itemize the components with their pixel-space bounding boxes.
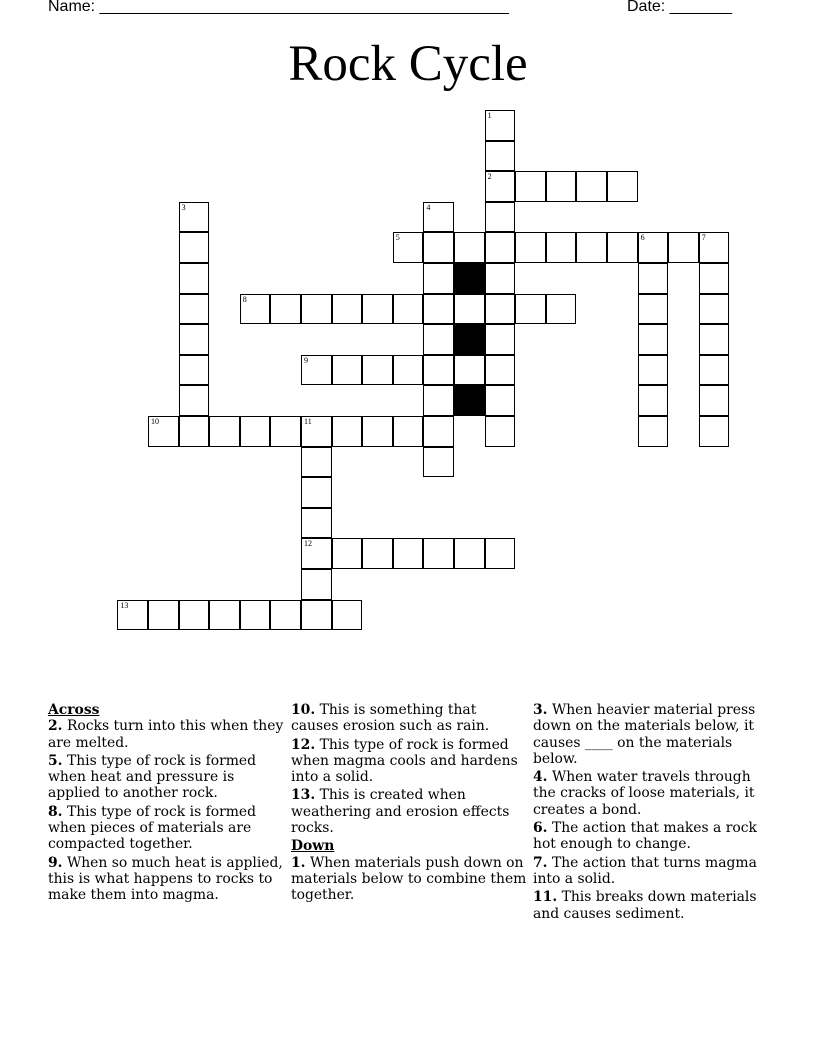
grid-cell[interactable] xyxy=(485,110,516,141)
grid-cell[interactable] xyxy=(485,232,516,263)
grid-cell[interactable] xyxy=(485,171,516,202)
grid-cell[interactable] xyxy=(454,232,485,263)
grid-cell[interactable] xyxy=(454,538,485,569)
grid-cell[interactable] xyxy=(117,600,148,631)
clue-across-12: 12. This type of rock is formed when magma cools and hardens into a solid. xyxy=(291,736,518,786)
grid-cell[interactable] xyxy=(485,202,516,233)
grid-cell[interactable] xyxy=(576,232,607,263)
grid-cell[interactable] xyxy=(179,385,210,416)
grid-cell[interactable] xyxy=(485,538,516,569)
grid-cell[interactable] xyxy=(179,416,210,447)
clue-number: 9 xyxy=(304,355,308,365)
grid-cell[interactable] xyxy=(515,294,546,325)
grid-cell[interactable] xyxy=(638,355,669,386)
grid-cell[interactable] xyxy=(332,294,363,325)
grid-cell[interactable] xyxy=(362,355,393,386)
name-field[interactable]: Name: ______________________________________________ xyxy=(48,0,509,15)
grid-cell[interactable] xyxy=(576,171,607,202)
clue-number: 10 xyxy=(151,417,159,426)
grid-cell[interactable] xyxy=(179,600,210,631)
grid-cell[interactable] xyxy=(638,324,669,355)
grid-cell[interactable] xyxy=(179,232,210,263)
clue-across-10: 10. This is something that causes erosion such as rain. xyxy=(291,702,490,735)
clue-down-6: 6. The action that makes a rock hot enough to change. xyxy=(533,820,757,853)
grid-cell[interactable] xyxy=(332,416,363,447)
grid-cell[interactable] xyxy=(301,569,332,600)
grid-cell[interactable] xyxy=(148,600,179,631)
grid-cell[interactable] xyxy=(638,416,669,447)
clue-number: 2 xyxy=(487,172,492,182)
clue-number: 4 xyxy=(426,202,431,212)
grid-cell[interactable] xyxy=(270,416,301,447)
clue-down-7: 7. The action that turns magma into a solid. xyxy=(533,854,757,887)
clue-number: 5 xyxy=(395,233,400,243)
black-cell xyxy=(454,324,485,355)
clue-number: 1 xyxy=(487,111,492,120)
down-heading: Down xyxy=(291,838,335,855)
grid-cell[interactable] xyxy=(393,538,424,569)
grid-cell[interactable] xyxy=(301,355,332,386)
grid-cell[interactable] xyxy=(270,600,301,631)
grid-cell[interactable] xyxy=(638,294,669,325)
date-field[interactable]: Date: _______ xyxy=(627,0,732,15)
grid-cell[interactable] xyxy=(179,294,210,325)
clue-down-4: 4. When water travels through the cracks of loose materials, it creates a bond. xyxy=(533,769,755,818)
clue-across-13: 13. This is created when weathering and erosion effects rocks. xyxy=(291,787,510,837)
grid-cell[interactable] xyxy=(179,202,210,233)
grid-cell[interactable] xyxy=(485,141,516,172)
grid-cell[interactable] xyxy=(485,355,516,386)
black-cell xyxy=(454,385,485,416)
clue-across-9: 9. When so much heat is applied, this is what happens to rocks to make them into magma. xyxy=(48,854,283,904)
grid-cell[interactable] xyxy=(699,355,730,386)
grid-cell[interactable] xyxy=(362,294,393,325)
grid-cell[interactable] xyxy=(485,324,516,355)
grid-cell[interactable] xyxy=(423,447,454,478)
grid-cell[interactable] xyxy=(638,232,669,263)
grid-cell[interactable] xyxy=(699,385,730,416)
grid-cell[interactable] xyxy=(362,416,393,447)
grid-cell[interactable] xyxy=(423,385,454,416)
clue-across-5: 5. This type of rock is formed when heat and pressure is applied to another rock. xyxy=(48,752,257,802)
grid-cell[interactable] xyxy=(332,538,363,569)
grid-cell[interactable] xyxy=(240,294,271,325)
clue-number: 12 xyxy=(304,539,312,549)
clue-number: 11 xyxy=(304,417,312,426)
grid-cell[interactable] xyxy=(179,324,210,355)
clue-column-1 xyxy=(48,702,284,906)
page-title: Rock Cycle xyxy=(288,36,528,92)
grid-cell[interactable] xyxy=(209,600,240,631)
grid-cell[interactable] xyxy=(301,477,332,508)
clue-number: 8 xyxy=(242,294,247,304)
grid-cell[interactable] xyxy=(301,600,332,631)
grid-cell[interactable] xyxy=(454,294,485,325)
grid-cell[interactable] xyxy=(699,416,730,447)
grid-cell[interactable] xyxy=(515,232,546,263)
grid-cell[interactable] xyxy=(699,294,730,325)
clue-down-1: 1. When materials push down on materials below to combine them together. xyxy=(291,854,527,904)
grid-cell[interactable] xyxy=(179,355,210,386)
grid-cell[interactable] xyxy=(362,538,393,569)
grid-cell[interactable] xyxy=(301,294,332,325)
grid-cell[interactable] xyxy=(179,263,210,294)
grid-cell[interactable] xyxy=(148,416,179,447)
grid-cell[interactable] xyxy=(393,232,424,263)
grid-cell[interactable] xyxy=(546,171,577,202)
across-heading: Across xyxy=(48,702,100,718)
grid-cell[interactable] xyxy=(209,416,240,447)
grid-cell[interactable] xyxy=(638,263,669,294)
grid-cell[interactable] xyxy=(240,416,271,447)
black-cell xyxy=(454,263,485,294)
grid-cell[interactable] xyxy=(393,416,424,447)
clue-column-3 xyxy=(533,702,773,924)
grid-cell[interactable] xyxy=(546,294,577,325)
grid-cell[interactable] xyxy=(240,600,271,631)
grid-cell[interactable] xyxy=(485,416,516,447)
grid-cell[interactable] xyxy=(485,385,516,416)
grid-cell[interactable] xyxy=(332,355,363,386)
grid-cell[interactable] xyxy=(423,355,454,386)
grid-cell[interactable] xyxy=(423,202,454,233)
grid-cell[interactable] xyxy=(301,508,332,539)
grid-cell[interactable] xyxy=(546,232,577,263)
grid-cell[interactable] xyxy=(270,294,301,325)
grid-cell[interactable] xyxy=(423,294,454,325)
clue-column-2 xyxy=(291,702,527,906)
grid-cell[interactable] xyxy=(301,447,332,478)
grid-cell[interactable] xyxy=(393,294,424,325)
grid-cell[interactable] xyxy=(607,171,638,202)
clue-number: 13 xyxy=(120,600,129,610)
grid-cell[interactable] xyxy=(423,263,454,294)
grid-cell[interactable] xyxy=(485,294,516,325)
grid-cell[interactable] xyxy=(301,416,332,447)
grid-cell[interactable] xyxy=(301,538,332,569)
grid-cell[interactable] xyxy=(668,232,699,263)
grid-cell[interactable] xyxy=(699,263,730,294)
clue-across-8: 8. This type of rock is formed when pieces of materials are compacted together. xyxy=(48,803,257,853)
clue-down-3: 3. When heavier material press down on the materials below, it causes ____ on the materials below. xyxy=(533,702,756,767)
clue-number: 7 xyxy=(701,233,706,243)
grid-cell[interactable] xyxy=(332,600,363,631)
grid-cell[interactable] xyxy=(423,232,454,263)
grid-cell[interactable] xyxy=(423,416,454,447)
grid-cell[interactable] xyxy=(638,385,669,416)
clue-number: 6 xyxy=(640,233,645,243)
grid-cell[interactable] xyxy=(515,171,546,202)
grid-cell[interactable] xyxy=(454,355,485,386)
grid-cell[interactable] xyxy=(393,355,424,386)
grid-cell[interactable] xyxy=(423,324,454,355)
clue-number: 3 xyxy=(181,202,186,212)
grid-cell[interactable] xyxy=(423,538,454,569)
clue-down-11: 11. This breaks down materials and causes sediment. xyxy=(533,889,757,922)
grid-cell[interactable] xyxy=(485,263,516,294)
grid-cell[interactable] xyxy=(699,324,730,355)
clue-across-2: 2. Rocks turn into this when they are melted. xyxy=(48,718,284,751)
grid-cell[interactable] xyxy=(699,232,730,263)
grid-cell[interactable] xyxy=(607,232,638,263)
